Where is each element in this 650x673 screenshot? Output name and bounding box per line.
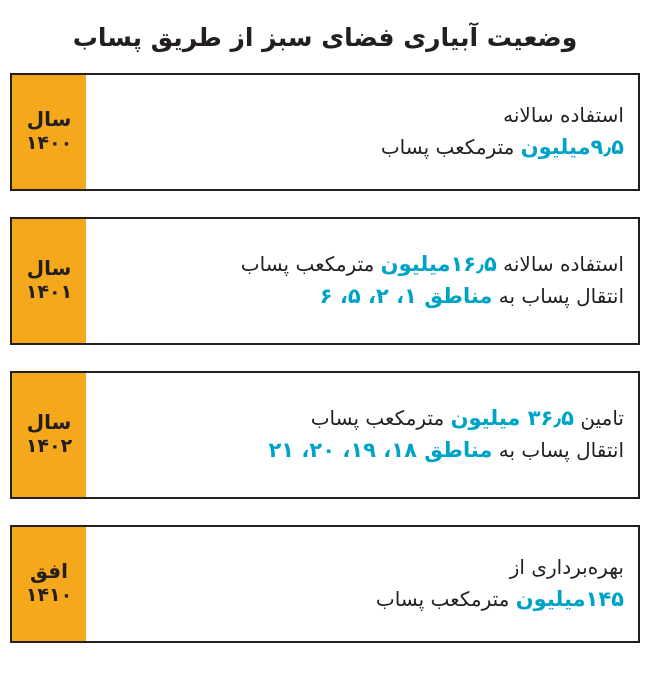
year-value: ۱۴۱۰ (25, 584, 73, 607)
page-title: وضعیت آبیاری فضای سبز از طریق پساب (72, 23, 578, 52)
line-highlight-value: ۹٫۵میلیون (520, 134, 624, 159)
line-post-text: مترمکعب پساب (375, 586, 516, 611)
row-line (100, 435, 624, 467)
row-line (100, 403, 624, 435)
row-content (86, 373, 638, 497)
line-pre-text: تامین (574, 406, 624, 430)
year-badge (12, 75, 86, 189)
timeline-row (10, 217, 640, 345)
line-post-text: مترمکعب پساب (380, 134, 521, 159)
line-pre-text: استفاده سالانه (503, 103, 624, 127)
row-line (100, 584, 624, 616)
year-badge (12, 219, 86, 343)
year-value: ۱۴۰۱ (25, 281, 73, 304)
line-pre-text: انتقال پساب به (492, 437, 624, 462)
timeline-row (10, 525, 640, 643)
row-line (100, 552, 624, 584)
line-highlight-value: ۱۴۵میلیون (515, 586, 624, 611)
year-label: سال (26, 410, 72, 435)
row-line (100, 100, 624, 132)
year-badge (12, 527, 86, 641)
row-line (100, 281, 624, 313)
line-pre-text: انتقال پساب به (492, 283, 624, 308)
year-value: ۱۴۰۰ (25, 132, 73, 155)
timeline-rows (0, 61, 650, 643)
timeline-row (10, 73, 640, 191)
row-content (86, 75, 638, 189)
row-content (86, 527, 638, 641)
year-label: سال (26, 256, 72, 281)
line-highlight-value: مناطق ۱۸، ۱۹، ۲۰، ۲۱ (268, 437, 493, 462)
line-post-text: مترمکعب پساب (240, 252, 381, 276)
year-badge (12, 373, 86, 497)
row-line (100, 132, 624, 164)
year-label: سال (26, 107, 72, 132)
line-highlight-value: مناطق ۱، ۲، ۵، ۶ (319, 283, 493, 308)
year-label: افق (30, 559, 68, 584)
line-highlight-value: ۱۶٫۵میلیون (380, 252, 497, 276)
year-value: ۱۴۰۲ (25, 435, 73, 458)
timeline-row (10, 371, 640, 499)
line-post-text: مترمکعب پساب (310, 406, 451, 430)
line-pre-text: استفاده سالانه (496, 252, 624, 276)
row-line (100, 249, 624, 281)
line-highlight-value: ۳۶٫۵ میلیون (450, 406, 574, 430)
line-pre-text: بهره‌برداری از (509, 555, 624, 579)
row-content (86, 219, 638, 343)
